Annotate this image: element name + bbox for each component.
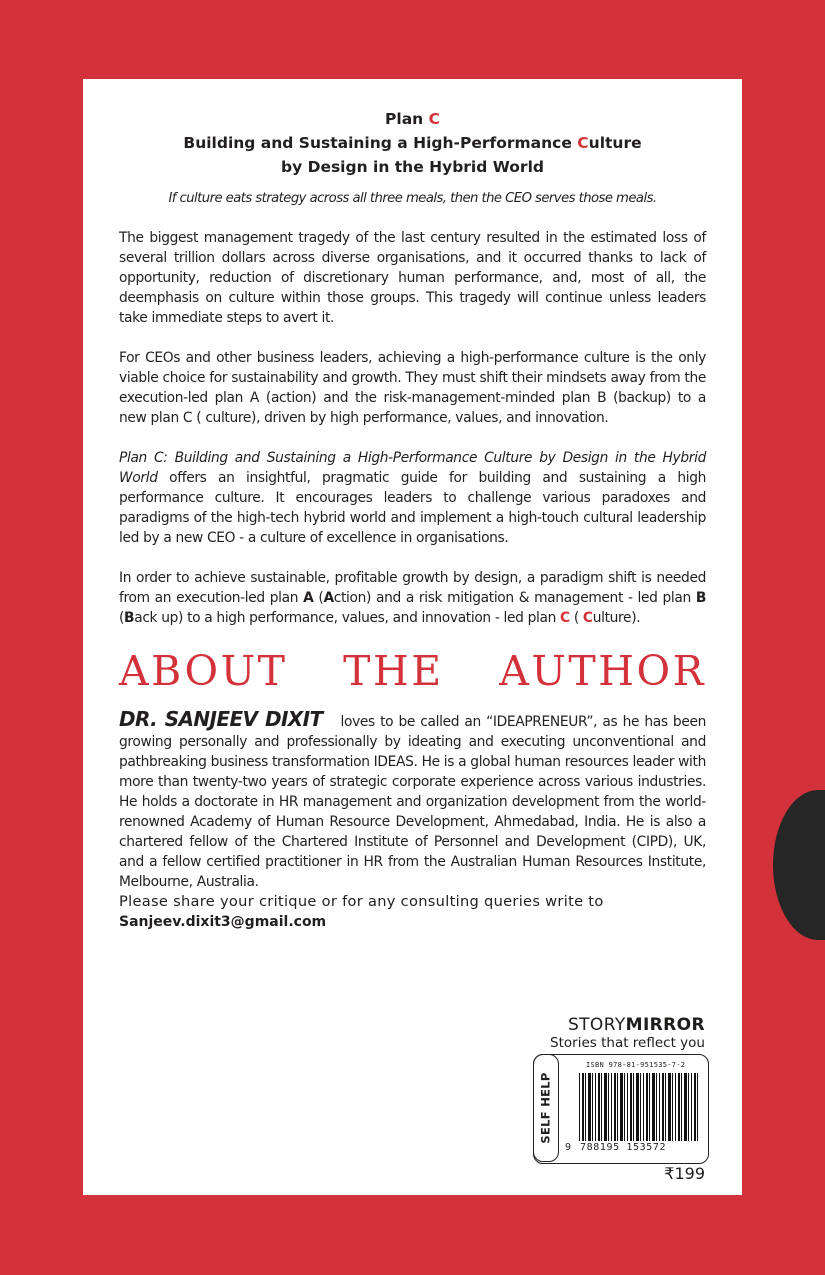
title-line-1: Plan C [385,110,440,128]
book-tagline: If culture eats strategy across all three meals, then the CEO serves those meals. [168,191,657,206]
blurb-paragraph-1: The biggest management tragedy of the last century resulted in the estimated loss of several trillion dollars across diverse organisations, and it occurred thanks to lack of opportunity, reduction of discretionary human performance, and, most of all, the deemphasis on culture within those groups. This tragedy will continue unless leaders take immediate steps to avert it. [119,230,706,326]
author-name: DR. SANJEEV DIXIT [119,707,323,731]
blurb-paragraph-3: Plan C: Building and Sustaining a High-Performance Culture by Design in the Hybrid World offers an insightful, pragmatic guide for building and sustaining a high performance culture. It encourages leaders to challenge various paradoxes and paradigms of the high-tech hybrid world and implement a high-touch cultural leadership led by a new CEO - a culture of excellence in organisations. [119,450,706,546]
title-line-2: Building and Sustaining a High-Performance Culture [183,134,642,152]
about-author-heading: ABOUT THE AUTHOR [119,647,706,695]
blurb-paragraph-4: In order to achieve sustainable, profitable growth by design, a paradigm shift is needed from an execution-led plan A (Action) and a risk mitigation & management - led plan B (Back up) to a high performance, values, and innovation - led plan C ( Culture). [119,570,707,626]
ean-digits: 788195 153572 [580,1142,667,1153]
book-title-italic: Plan C: Building and Sustaining a High-Performance Culture by Design in the Hybrid World [119,450,706,486]
publisher-name: STORYMIRROR [567,1015,705,1035]
barcode-box [533,1054,709,1164]
back-cover-panel [83,79,742,1195]
publisher-logo [550,1015,705,1052]
dark-decorative-shape [773,790,825,940]
book-title [119,107,706,179]
author-email: Sanjeev.dixit3@gmail.com [119,914,327,930]
title-line-3: by Design in the Hybrid World [280,158,544,176]
genre-label: SELF HELP [533,1054,559,1162]
blurb-paragraph-2: For CEOs and other business leaders, achieving a high-performance culture is the only viable choice for sustainability and growth. They must shift their mindsets away from the execution-led plan A (action) and the risk-management-minded plan B (backup) to a new plan C ( culture), driven by high performance, values, and innovation. [119,350,706,426]
isbn-text: ISBN 978-81-951535-7-2 [586,1061,686,1069]
barcode-icon [579,1073,699,1141]
publisher-tagline: Stories that reflect you [550,1035,705,1051]
contact-line: Please share your critique or for any consulting queries write to [119,893,604,910]
price-label: ₹199 [664,1164,705,1183]
author-bio: DR. SANJEEV DIXIT loves to be called an “IDEAPRENEUR”, as he has been growing personally and professionally by ideating and executing unconventional and pathbreaking business transformation IDEAS. He is a global human resources leader with more than twenty-two years of strategic corporate experience across various industries. He holds a doctorate in HR management and organization development from the world-renowned Academy of Human Resource Development, Ahmedabad, India. He is also a chartered fellow of the Chartered Institute of Personnel and Development (CIPD), UK, and a fellow certified practitioner in HR from the Australian Human Resources Institute, Melbourne, Australia. [119,707,706,890]
ean-first-digit: 9 [565,1142,572,1153]
